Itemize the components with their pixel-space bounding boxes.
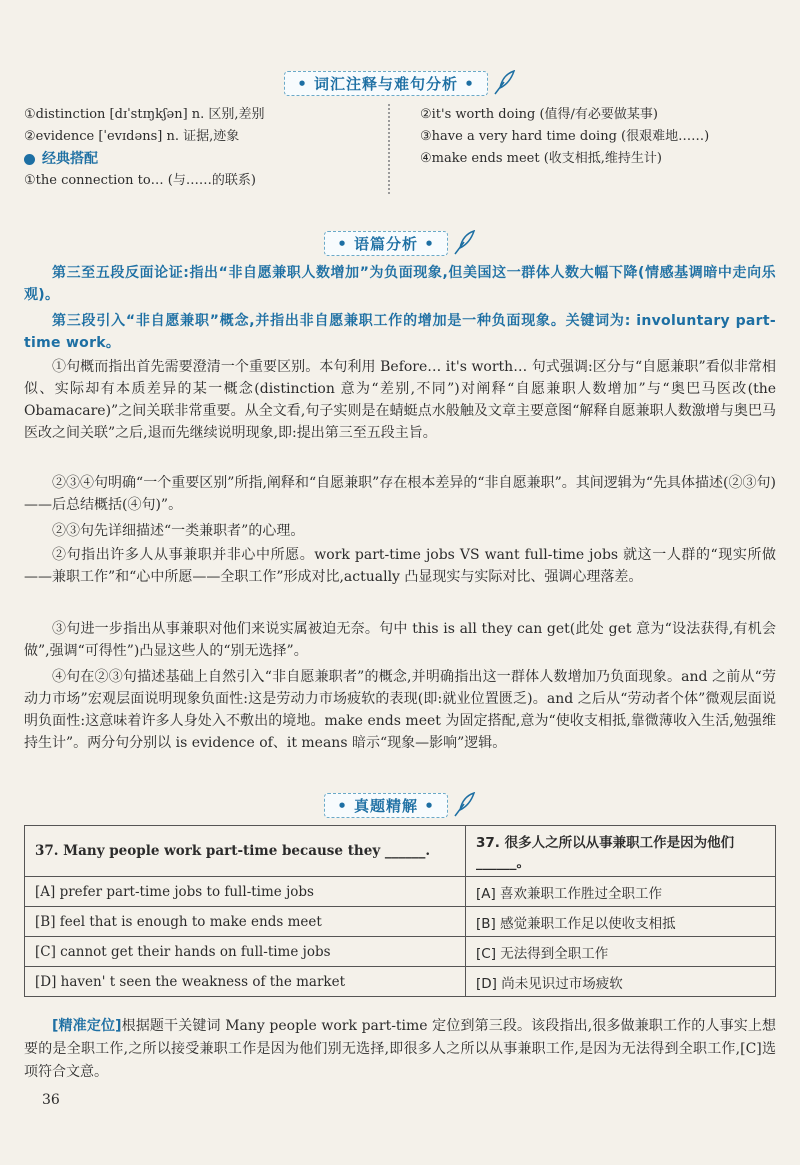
paragraph-intro: 第三段引入“非自愿兼职”概念,并指出非自愿兼职工作的增加是一种负面现象。关键词为: involuntary part-time work。 <box>24 313 776 351</box>
option-row <box>25 967 776 997</box>
discourse-intro: 第三至五段反面论证:指出“非自愿兼职人数增加”为负面现象,但美国这一群体人数大幅下降(情感基调暗中走向乐观)。 <box>24 265 776 303</box>
option-chinese: [D] 尚未见识过市场疲软 <box>466 967 776 997</box>
analysis-paragraph: ②③④句明确“一个重要区别”所指,阐释和“自愿兼职”存在根本差异的“非自愿兼职”。其间逻辑为“先具体描述(②③句)——后总结概括(④句)”。 <box>24 475 776 513</box>
vocab-item: ③have a very hard time doing (很艰难地……) <box>420 129 710 144</box>
feather-pen-icon <box>492 70 516 96</box>
option-chinese: [C] 无法得到全职工作 <box>466 937 776 967</box>
option-chinese: [A] 喜欢兼职工作胜过全职工作 <box>466 877 776 907</box>
answer-text: 根据题干关键词 Many people work part-time 定位到第三段。该段指出,很多做兼职工作的人事实上想要的是全职工作,之所以接受兼职工作是因为他们别无选择,即很多人之所以从事兼职工作,是因为无法得到全职工作,[C]选项符合文意。 <box>24 1018 776 1080</box>
vocab-block <box>24 104 776 200</box>
vocab-item: ④make ends meet (收支相抵,维持生计) <box>420 151 662 166</box>
vocab-item: ②evidence [ˈevɪdəns] n. 证据,迹象 <box>24 129 240 144</box>
option-row <box>25 907 776 937</box>
vocab-section-header <box>0 68 800 98</box>
question-english: 37. Many people work part-time because they ______. <box>25 826 466 877</box>
collocation-title: 经典搭配 <box>42 151 98 167</box>
analysis-paragraph: ③句进一步指出从事兼职对他们来说实属被迫无奈。句中 this is all they can get(此处 get 意为“设法获得,有机会做”,强调“可得性”)凸显这些人的“别无选择”。 <box>24 621 776 659</box>
option-english: [D] haven' t seen the weakness of the market <box>25 967 466 997</box>
option-english: [A] prefer part-time jobs to full-time jobs <box>25 877 466 907</box>
question-chinese: 37. 很多人之所以从事兼职工作是因为他们______。 <box>466 826 776 877</box>
analysis-paragraph: ④句在②③句描述基础上自然引入“非自愿兼职者”的概念,并明确指出这一群体人数增加乃负面现象。and 之前从“劳动力市场”宏观层面说明现象负面性:这是劳动力市场疲软的表现(即:就业位置匮乏)。and 之后从“劳动者个体”微观层面说明负面性:这意味着许多人身处入不敷出的境地。make ends meet 为固定搭配,意为“使收支相抵,靠微薄收入生活,勉强维持生计”。两分句分别以 is evidence of、it means 暗示“现象—影响”逻辑。 <box>24 669 776 751</box>
question-table <box>24 825 776 997</box>
answer-explanation <box>24 1015 776 1084</box>
vocab-item: ②it's worth doing (值得/有必要做某事) <box>420 107 658 122</box>
feather-pen-icon <box>452 792 476 818</box>
section-title: • 词汇注释与难句分析 • <box>284 71 488 96</box>
option-row <box>25 877 776 907</box>
answer-tag: [精准定位] <box>52 1018 122 1034</box>
option-chinese: [B] 感觉兼职工作足以使收支相抵 <box>466 907 776 937</box>
collocation-heading <box>24 148 414 170</box>
feather-pen-icon <box>452 230 476 256</box>
option-english: [B] feel that is enough to make ends meet <box>25 907 466 937</box>
page-number: 36 <box>42 1092 60 1108</box>
bullet-dot-icon <box>24 154 35 165</box>
vocab-right-column <box>420 104 776 170</box>
analysis-paragraph: ①句概而指出首先需要澄清一个重要区别。本句利用 Before… it's worth… 句式强调:区分与“自愿兼职”看似非常相似、实际却有本质差异的某一概念(distinction 意为“差别,不同”)对阐释“自愿兼职人数增加”与“奥巴马医改(the Obamacare)”之间关联非常重要。从全文看,句子实则是在蜻蜓点水般触及文章主要意图“解释自愿兼职人数激增与奥巴马医改之间关联”之后,退而先继续说明现象,即:提出第三至五段主旨。 <box>24 359 776 441</box>
column-divider <box>388 104 400 194</box>
option-row <box>25 937 776 967</box>
analysis-paragraph: ②句指出许多人从事兼职并非心中所愿。work part-time jobs VS want full-time jobs 就这一人群的“现实所做——兼职工作”和“心中所愿——全职工作”形成对比,actually 凸显现实与实际对比、强调心理落差。 <box>24 547 776 585</box>
vocab-left-column <box>24 104 414 192</box>
question-section-header <box>0 790 800 820</box>
question-row <box>25 826 776 877</box>
discourse-section-header <box>0 228 800 258</box>
section-title: • 语篇分析 • <box>324 231 448 256</box>
analysis-paragraph: ②③句先详细描述“一类兼职者”的心理。 <box>52 523 305 539</box>
vocab-item: ①distinction [dɪˈstɪŋkʃən] n. 区别,差别 <box>24 107 265 122</box>
option-english: [C] cannot get their hands on full-time jobs <box>25 937 466 967</box>
section-title: • 真题精解 • <box>324 793 448 818</box>
collocation-item: ①the connection to… (与……的联系) <box>24 173 256 188</box>
